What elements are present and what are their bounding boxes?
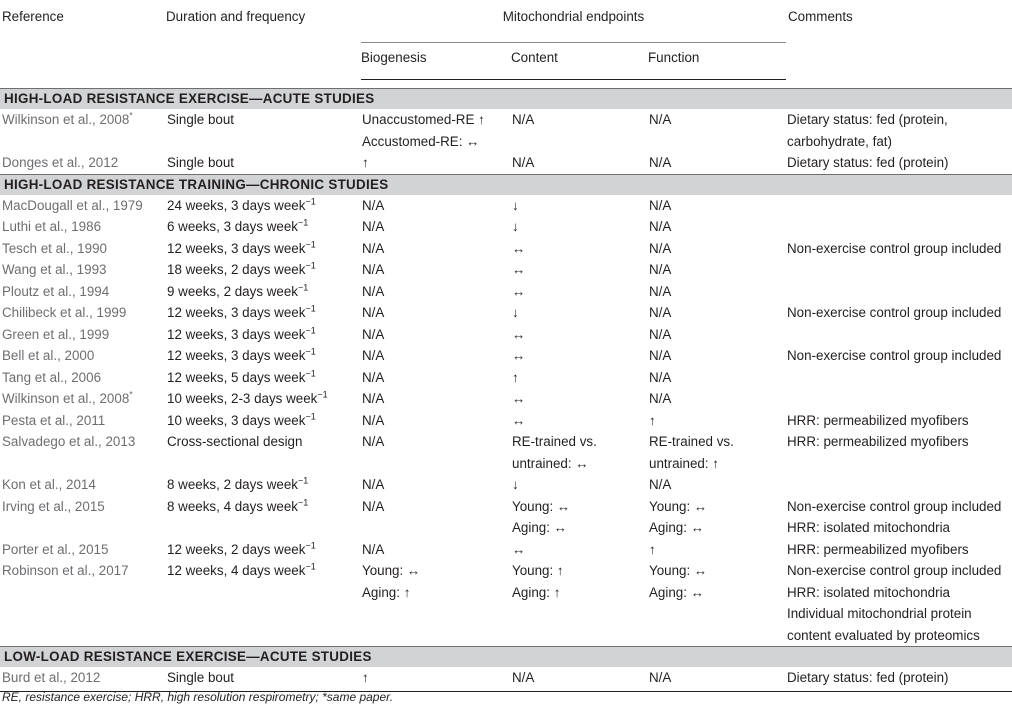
reference-cell — [0, 410, 166, 432]
duration-exponent: −1 — [317, 389, 328, 400]
comments-cell — [786, 367, 1012, 389]
function-line: N/A — [649, 112, 672, 127]
reference-text: Porter et al., 2015 — [2, 541, 109, 557]
content-cell — [511, 109, 648, 152]
content-cell — [511, 152, 648, 174]
reference-cell — [0, 496, 166, 539]
reference-text: Ploutz et al., 1994 — [2, 283, 110, 299]
reference-cell — [0, 238, 166, 260]
duration-text: 12 weeks, 5 days week — [167, 369, 306, 385]
comments-cell — [786, 410, 1012, 432]
function-cell — [648, 281, 786, 303]
biogenesis-line: N/A — [362, 219, 385, 234]
content-line: ↔ — [512, 240, 526, 256]
comments-cell — [786, 388, 1012, 410]
reference-text: Green et al., 1999 — [2, 326, 110, 342]
biogenesis-line: N/A — [362, 240, 385, 256]
table-row — [0, 560, 1012, 647]
function-line: N/A — [649, 369, 672, 385]
reference-text: Chilibeck et al., 1999 — [2, 305, 127, 320]
content-cell — [511, 667, 648, 691]
duration-text: 8 weeks, 2 days week — [167, 477, 298, 492]
duration-text: Cross-sectional design — [167, 434, 303, 449]
reference-cell — [0, 259, 166, 281]
duration-text: 8 weeks, 4 days week — [167, 498, 298, 514]
table-row — [0, 152, 1012, 174]
content-line: N/A — [512, 155, 535, 170]
content-line: ↔ — [512, 391, 526, 406]
function-line: Young: ↔ — [649, 563, 708, 578]
function-cell — [648, 388, 786, 410]
function-cell — [648, 216, 786, 238]
function-cell — [648, 367, 786, 389]
comments-cell — [786, 667, 1012, 691]
reference-text: Luthi et al., 1986 — [2, 219, 102, 234]
header-reference: Reference — [2, 9, 64, 24]
biogenesis-cell — [361, 302, 511, 324]
function-line: N/A — [649, 348, 672, 363]
content-cell — [511, 345, 648, 367]
table-row — [0, 109, 1012, 152]
function-line: N/A — [649, 240, 672, 256]
duration-exponent: −1 — [305, 411, 316, 422]
function-line: N/A — [649, 477, 672, 492]
content-cell — [511, 216, 648, 238]
table-body — [0, 89, 1012, 692]
biogenesis-cell — [361, 195, 511, 217]
biogenesis-line: N/A — [362, 391, 385, 406]
content-line: ↓ — [512, 305, 519, 320]
reference-cell — [0, 560, 166, 647]
table-row — [0, 195, 1012, 217]
biogenesis-cell — [361, 367, 511, 389]
function-line: N/A — [649, 670, 672, 685]
section-header — [0, 89, 1012, 110]
content-line: Aging: ↑ — [512, 584, 561, 600]
content-cell — [511, 431, 648, 474]
duration-text: 18 weeks, 2 days week — [167, 262, 306, 277]
content-line: ↔ — [512, 348, 526, 363]
comments-cell — [786, 539, 1012, 561]
content-line: untrained: ↔ — [512, 455, 589, 471]
reference-cell — [0, 388, 166, 410]
function-cell — [648, 109, 786, 152]
biogenesis-cell — [361, 345, 511, 367]
biogenesis-line: N/A — [362, 262, 385, 277]
biogenesis-line: N/A — [362, 283, 385, 299]
comments-line: HRR: permeabilized myofibers — [787, 541, 969, 557]
biogenesis-line: Unaccustomed-RE ↑ — [362, 112, 485, 127]
duration-text: 9 weeks, 2 days week — [167, 283, 298, 299]
comments-cell — [786, 152, 1012, 174]
reference-cell — [0, 367, 166, 389]
function-line: N/A — [649, 219, 672, 234]
reference-text: Wang et al., 1993 — [2, 262, 107, 277]
duration-exponent: −1 — [298, 282, 309, 293]
duration-exponent: −1 — [305, 303, 316, 314]
table-row — [0, 410, 1012, 432]
biogenesis-line: N/A — [362, 348, 385, 363]
header-mitochondrial-endpoints — [361, 0, 786, 43]
comments-cell — [786, 109, 1012, 152]
duration-text: 12 weeks, 4 days week — [167, 563, 306, 578]
function-cell — [648, 345, 786, 367]
header-content: Content — [511, 43, 648, 80]
content-line: ↔ — [512, 541, 526, 557]
reference-cell — [0, 281, 166, 303]
content-line: ↔ — [512, 412, 526, 428]
biogenesis-line: ↑ — [362, 670, 369, 685]
header-spacer — [0, 80, 1012, 89]
reference-cell — [0, 345, 166, 367]
table-row — [0, 496, 1012, 539]
header-row-1 — [0, 0, 1012, 43]
function-line: ↑ — [649, 412, 656, 428]
section-title: LOW-LOAD RESISTANCE EXERCISE—ACUTE STUDIES — [0, 647, 1012, 668]
duration-cell — [166, 431, 361, 474]
function-cell — [648, 560, 786, 647]
reference-text: Robinson et al., 2017 — [2, 563, 129, 578]
function-cell — [648, 324, 786, 346]
duration-text: 12 weeks, 3 days week — [167, 240, 306, 256]
biogenesis-cell — [361, 474, 511, 496]
biogenesis-cell — [361, 238, 511, 260]
duration-cell — [166, 302, 361, 324]
biogenesis-cell — [361, 539, 511, 561]
comments-line: HRR: permeabilized myofibers — [787, 434, 969, 449]
duration-text: 12 weeks, 2 days week — [167, 541, 306, 557]
function-line: untrained: ↑ — [649, 455, 719, 471]
reference-text: Donges et al., 2012 — [2, 155, 119, 170]
biogenesis-line: N/A — [362, 434, 385, 449]
reference-text: Kon et al., 2014 — [2, 477, 96, 492]
duration-exponent: −1 — [305, 196, 316, 207]
header-comments: Comments — [788, 9, 853, 24]
reference-mark: * — [129, 389, 133, 400]
header-biogenesis: Biogenesis — [361, 43, 511, 80]
duration-cell — [166, 281, 361, 303]
duration-cell — [166, 474, 361, 496]
content-cell — [511, 367, 648, 389]
comments-line: Non-exercise control group included — [787, 348, 1002, 363]
duration-cell — [166, 109, 361, 152]
reference-text: Burd et al., 2012 — [2, 670, 101, 685]
duration-exponent: −1 — [305, 561, 316, 572]
reference-text: Pesta et al., 2011 — [2, 412, 106, 428]
reference-text: Tang et al., 2006 — [2, 369, 102, 385]
function-line: Young: ↔ — [649, 498, 708, 514]
duration-exponent: −1 — [298, 497, 309, 508]
content-cell — [511, 474, 648, 496]
reference-cell — [0, 109, 166, 152]
content-cell — [511, 560, 648, 647]
reference-cell — [0, 474, 166, 496]
comments-cell — [786, 345, 1012, 367]
biogenesis-cell — [361, 496, 511, 539]
duration-exponent: −1 — [298, 217, 309, 228]
reference-cell — [0, 667, 166, 691]
duration-text: Single bout — [167, 155, 235, 170]
content-cell — [511, 388, 648, 410]
biogenesis-cell — [361, 281, 511, 303]
reference-cell — [0, 324, 166, 346]
function-line: N/A — [649, 262, 672, 277]
reference-text: Wilkinson et al., 2008 — [2, 112, 130, 127]
comments-cell — [786, 216, 1012, 238]
content-line: ↔ — [512, 262, 526, 277]
function-cell — [648, 431, 786, 474]
function-line: N/A — [649, 391, 672, 406]
biogenesis-cell — [361, 410, 511, 432]
table-row — [0, 324, 1012, 346]
reference-mark: * — [129, 110, 133, 121]
biogenesis-line: N/A — [362, 197, 385, 213]
biogenesis-line: Aging: ↑ — [362, 584, 411, 600]
duration-cell — [166, 410, 361, 432]
content-cell — [511, 410, 648, 432]
function-cell — [648, 410, 786, 432]
table-row — [0, 259, 1012, 281]
biogenesis-cell — [361, 152, 511, 174]
reference-text: Wilkinson et al., 2008 — [2, 391, 130, 406]
reference-cell — [0, 216, 166, 238]
content-cell — [511, 281, 648, 303]
duration-exponent: −1 — [305, 325, 316, 336]
comments-line: Non-exercise control group included — [787, 305, 1002, 320]
comments-cell — [786, 496, 1012, 539]
table-row — [0, 238, 1012, 260]
comments-cell — [786, 238, 1012, 260]
table-row — [0, 281, 1012, 303]
function-cell — [648, 667, 786, 691]
content-cell — [511, 302, 648, 324]
function-cell — [648, 539, 786, 561]
content-line: ↓ — [512, 477, 519, 492]
biogenesis-cell — [361, 109, 511, 152]
biogenesis-line: N/A — [362, 369, 385, 385]
content-line: Young: ↔ — [512, 498, 571, 514]
table-row — [0, 388, 1012, 410]
reference-text: Tesch et al., 1990 — [2, 240, 107, 256]
comments-line: Individual mitochondrial protein — [787, 606, 972, 621]
biogenesis-line: N/A — [362, 305, 385, 320]
reference-cell — [0, 539, 166, 561]
content-line: N/A — [512, 670, 535, 685]
reference-text: MacDougall et al., 1979 — [2, 197, 143, 213]
table-row — [0, 431, 1012, 474]
content-cell — [511, 496, 648, 539]
duration-cell — [166, 367, 361, 389]
function-line: Aging: ↔ — [649, 520, 705, 535]
biogenesis-cell — [361, 324, 511, 346]
function-cell — [648, 238, 786, 260]
biogenesis-cell — [361, 388, 511, 410]
function-cell — [648, 259, 786, 281]
duration-exponent: −1 — [305, 368, 316, 379]
comments-line: HRR: permeabilized myofibers — [787, 412, 969, 428]
biogenesis-line: N/A — [362, 477, 385, 492]
comments-cell — [786, 560, 1012, 647]
biogenesis-cell — [361, 259, 511, 281]
content-cell — [511, 539, 648, 561]
biogenesis-cell — [361, 216, 511, 238]
biogenesis-line: N/A — [362, 541, 385, 557]
content-line: N/A — [512, 112, 535, 127]
comments-line: HRR: isolated mitochondria — [787, 520, 951, 535]
function-line: RE-trained vs. — [649, 434, 734, 449]
biogenesis-line: Accustomed-RE: ↔ — [362, 133, 480, 149]
content-line: ↔ — [512, 326, 526, 342]
table-row — [0, 667, 1012, 691]
content-line: ↓ — [512, 219, 519, 234]
duration-text: 10 weeks, 3 days week — [167, 412, 306, 428]
comments-cell — [786, 259, 1012, 281]
content-cell — [511, 195, 648, 217]
section-header — [0, 174, 1012, 195]
duration-cell — [166, 667, 361, 691]
function-cell — [648, 474, 786, 496]
duration-exponent: −1 — [305, 346, 316, 357]
comments-cell — [786, 324, 1012, 346]
duration-text: 24 weeks, 3 days week — [167, 197, 306, 213]
duration-exponent: −1 — [305, 239, 316, 250]
duration-exponent: −1 — [298, 475, 309, 486]
content-line: ↔ — [512, 283, 526, 299]
function-line: N/A — [649, 197, 672, 213]
content-cell — [511, 238, 648, 260]
biogenesis-cell — [361, 431, 511, 474]
function-line: N/A — [649, 326, 672, 342]
duration-cell — [166, 388, 361, 410]
comments-line: content evaluated by proteomics — [787, 627, 980, 643]
biogenesis-line: ↑ — [362, 155, 369, 170]
duration-cell — [166, 195, 361, 217]
duration-cell — [166, 560, 361, 647]
header-function: Function — [648, 43, 786, 80]
duration-text: Single bout — [167, 112, 235, 127]
function-line: ↑ — [649, 541, 656, 557]
biogenesis-cell — [361, 560, 511, 647]
header-mito-label: Mitochondrial endpoints — [502, 9, 645, 24]
duration-text: 12 weeks, 3 days week — [167, 348, 306, 363]
duration-cell — [166, 259, 361, 281]
comments-line: Dietary status: fed (protein) — [787, 155, 949, 170]
duration-text: 12 weeks, 3 days week — [167, 305, 306, 320]
reference-text: Salvadego et al., 2013 — [2, 434, 136, 449]
comments-cell — [786, 195, 1012, 217]
function-cell — [648, 195, 786, 217]
function-cell — [648, 302, 786, 324]
duration-cell — [166, 496, 361, 539]
duration-text: 10 weeks, 2-3 days week — [167, 391, 318, 406]
table-row — [0, 367, 1012, 389]
function-line: N/A — [649, 283, 672, 299]
table-row — [0, 474, 1012, 496]
table-row — [0, 345, 1012, 367]
table-footnote: RE, resistance exercise; HRR, high resolution respirometry; *same paper. — [2, 690, 394, 704]
reference-cell — [0, 152, 166, 174]
header-duration: Duration and frequency — [166, 9, 306, 24]
reference-text: Irving et al., 2015 — [2, 498, 105, 514]
biogenesis-line: Young: ↔ — [362, 563, 421, 578]
duration-cell — [166, 539, 361, 561]
comments-line: Non-exercise control group included — [787, 498, 1002, 514]
duration-cell — [166, 216, 361, 238]
reference-cell — [0, 195, 166, 217]
reference-cell — [0, 431, 166, 474]
duration-exponent: −1 — [305, 540, 316, 551]
biogenesis-cell — [361, 667, 511, 691]
duration-text: Single bout — [167, 670, 235, 685]
duration-text: 12 weeks, 3 days week — [167, 326, 306, 342]
duration-cell — [166, 152, 361, 174]
content-cell — [511, 259, 648, 281]
comments-line: carbohydrate, fat) — [787, 133, 892, 149]
duration-cell — [166, 345, 361, 367]
content-line: Aging: ↔ — [512, 520, 568, 535]
function-line: N/A — [649, 305, 672, 320]
reference-cell — [0, 302, 166, 324]
section-header — [0, 647, 1012, 668]
comments-cell — [786, 302, 1012, 324]
comments-cell — [786, 431, 1012, 474]
section-title: HIGH-LOAD RESISTANCE TRAINING—CHRONIC STUDIES — [0, 174, 1012, 195]
duration-cell — [166, 324, 361, 346]
content-line: RE-trained vs. — [512, 434, 597, 449]
comments-line: Non-exercise control group included — [787, 563, 1002, 578]
comments-cell — [786, 281, 1012, 303]
reference-text: Bell et al., 2000 — [2, 348, 95, 363]
duration-exponent: −1 — [305, 260, 316, 271]
function-line: Aging: ↔ — [649, 584, 705, 600]
content-line: Young: ↑ — [512, 563, 564, 578]
biogenesis-line: N/A — [362, 326, 385, 342]
function-cell — [648, 496, 786, 539]
comments-line: Non-exercise control group included — [787, 240, 1002, 256]
section-title: HIGH-LOAD RESISTANCE EXERCISE—ACUTE STUDIES — [0, 89, 1012, 110]
duration-text: 6 weeks, 3 days week — [167, 219, 298, 234]
comments-cell — [786, 474, 1012, 496]
table-row — [0, 216, 1012, 238]
table-row — [0, 302, 1012, 324]
content-line: ↓ — [512, 197, 519, 213]
biogenesis-line: N/A — [362, 498, 385, 514]
table-row — [0, 539, 1012, 561]
comments-line: HRR: isolated mitochondria — [787, 584, 951, 600]
comments-line: Dietary status: fed (protein) — [787, 670, 949, 685]
biogenesis-line: N/A — [362, 412, 385, 428]
comments-line: Dietary status: fed (protein, — [787, 112, 948, 127]
content-line: ↑ — [512, 369, 519, 385]
function-line: N/A — [649, 155, 672, 170]
function-cell — [648, 152, 786, 174]
duration-cell — [166, 238, 361, 260]
content-cell — [511, 324, 648, 346]
